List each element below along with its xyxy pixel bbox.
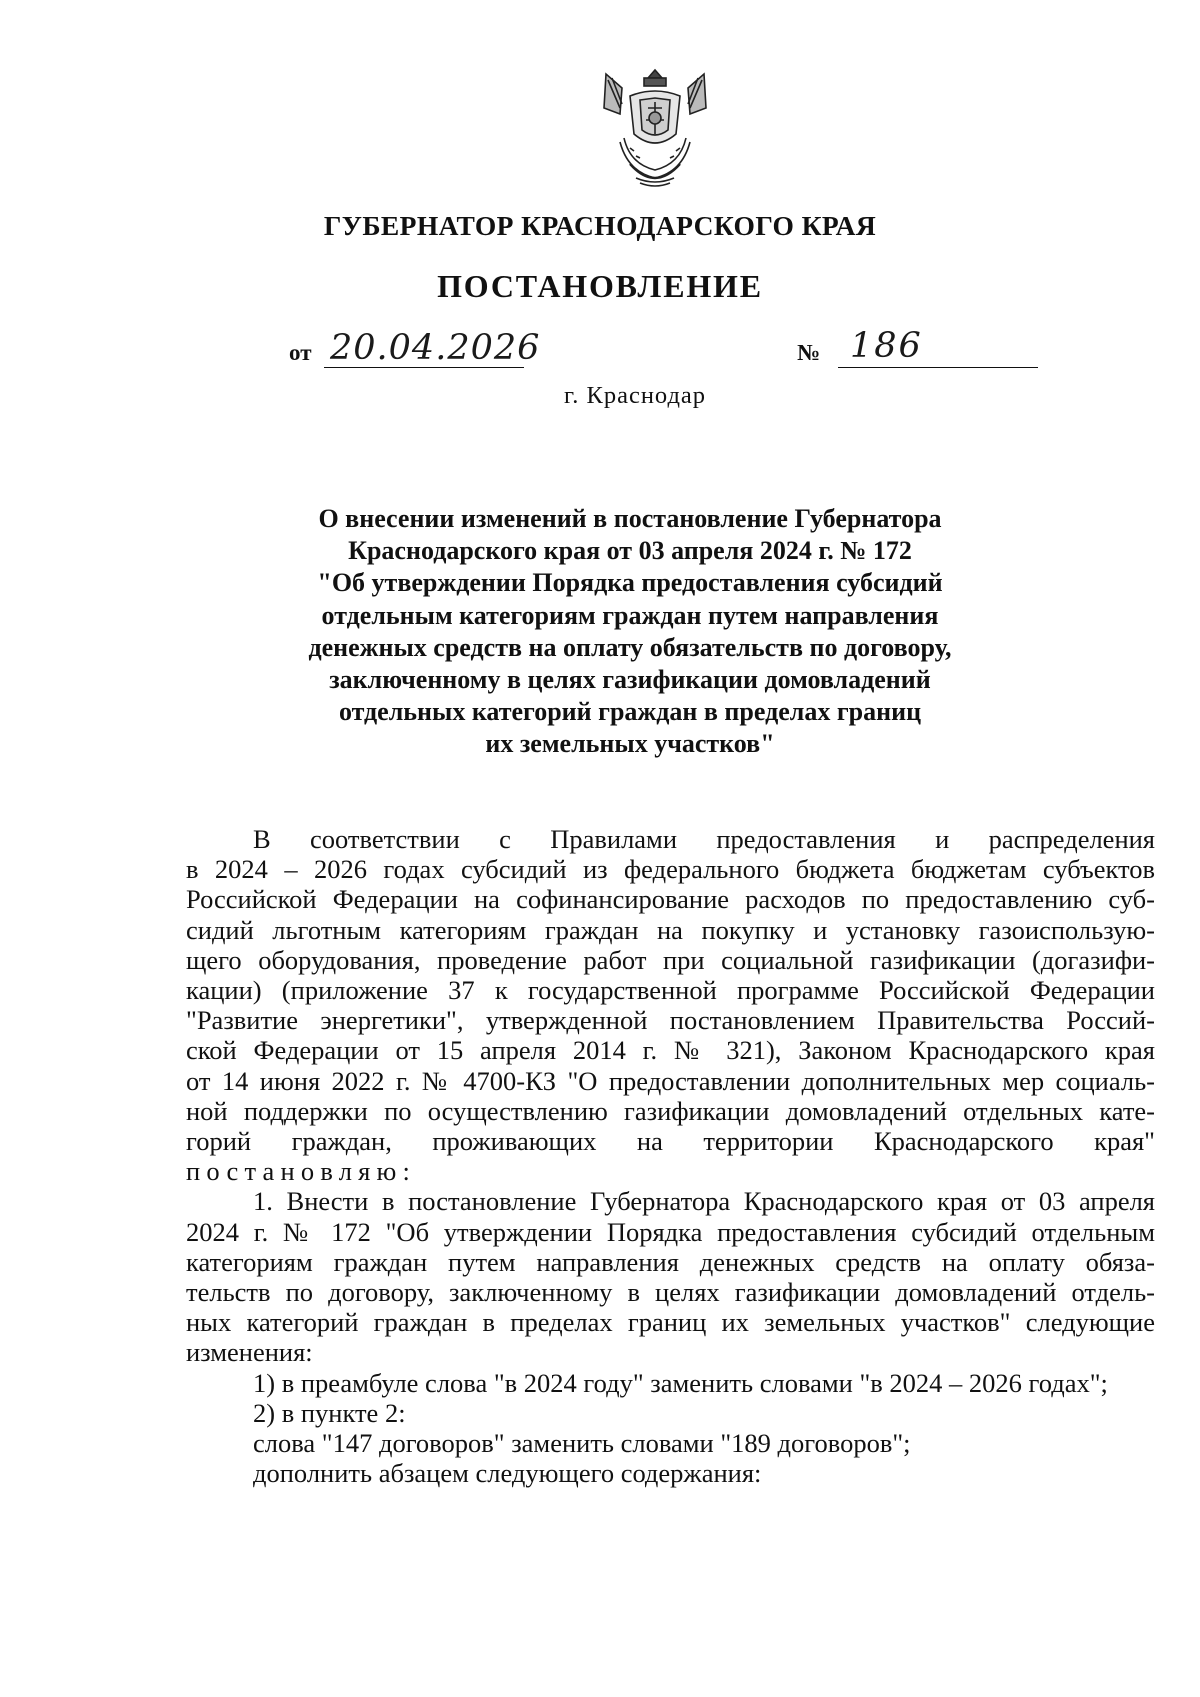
sub-item: дополнить абзацем следующего содержания: [253, 1458, 762, 1489]
document-body [186, 824, 1155, 1488]
document-type: ПОСТАНОВЛЕНИЕ [437, 268, 763, 304]
number-prefix: № [797, 340, 821, 365]
handwritten-date: 20.04.2026 [330, 328, 541, 368]
preamble-line: ской Федерации от 15 апреля 2014 г. № 321), Законом Краснодарского края [186, 1035, 1155, 1066]
title-line: отдельным категориям граждан путем направления [321, 600, 939, 630]
issuing-authority: ГУБЕРНАТОР КРАСНОДАРСКОГО КРАЯ [323, 210, 877, 241]
number-underline [838, 367, 1038, 368]
preamble-line: кации) (приложение 37 к государственной программе Российской Федерации [186, 975, 1155, 1006]
preamble-line: "Развитие энергетики", утвержденной постановлением Правительства Россий- [186, 1005, 1155, 1036]
city: г. Краснодар [563, 382, 707, 409]
title-line: их земельных участков" [485, 729, 775, 759]
item-1-line: ных категорий граждан в пределах границ их земельных участков" следующие [186, 1307, 1155, 1338]
resolve-word: постановляю: [186, 1156, 417, 1187]
title-line: "Об утверждении Порядка предоставления субсидий [317, 568, 943, 598]
preamble-line: от 14 июня 2022 г. № 4700-КЗ "О предоставлении дополнительных мер социаль- [186, 1065, 1155, 1096]
title-line: Краснодарского края от 03 апреля 2024 г. № 172 [348, 536, 912, 566]
sub-item: слова "147 договоров" заменить словами "189 договоров"; [253, 1428, 911, 1459]
handwritten-number: 186 [850, 326, 923, 366]
city-line [0, 382, 1200, 410]
item-1-line: тельств по договору, заключенному в целях газификации домовладений отдель- [186, 1277, 1155, 1308]
sub-item: 1) в преамбуле слова "в 2024 году" заменить словами "в 2024 – 2026 годах"; [253, 1367, 1108, 1398]
document-title [250, 503, 1010, 761]
coat-of-arms-icon [600, 68, 710, 193]
item-1-line: категориям граждан путем направления денежных средств на оплату обяза- [186, 1246, 1155, 1277]
preamble-line: Российской Федерации на софинансирование расходов по предоставлению суб- [186, 884, 1155, 915]
preamble-line: щего оборудования, проведение работ при социальной газификации (догазифи- [186, 944, 1155, 975]
preamble-line: горий граждан, проживающих на территории Краснодарского края" [186, 1126, 1155, 1157]
title-line: О внесении изменений в постановление Губернатора [318, 504, 942, 533]
title-line: заключенному в целях газификации домовладений [329, 665, 931, 695]
date-prefix: от [289, 340, 312, 365]
title-line: денежных средств на оплату обязательств по договору, [308, 632, 952, 662]
item-1-line: изменения: [186, 1337, 313, 1368]
title-line: отдельных категорий граждан в пределах границ [338, 697, 922, 727]
item-1-line: 1. Внести в постановление Губернатора Краснодарского края от 03 апреля [253, 1186, 1155, 1217]
preamble-line: в 2024 – 2026 годах субсидий из федерального бюджета бюджетам субъектов [186, 854, 1155, 885]
sub-item: 2) в пункте 2: [253, 1397, 406, 1428]
preamble-line: В соответствии с Правилами предоставления и распределения [253, 824, 1155, 854]
preamble-line: ной поддержки по осуществлению газификации домовладений отдельных кате- [186, 1095, 1155, 1126]
preamble-line: сидий льготным категориям граждан на покупку и установку газоиспользую- [186, 914, 1155, 945]
item-1-line: 2024 г. № 172 "Об утверждении Порядка предоставления субсидий отдельным [186, 1216, 1155, 1247]
